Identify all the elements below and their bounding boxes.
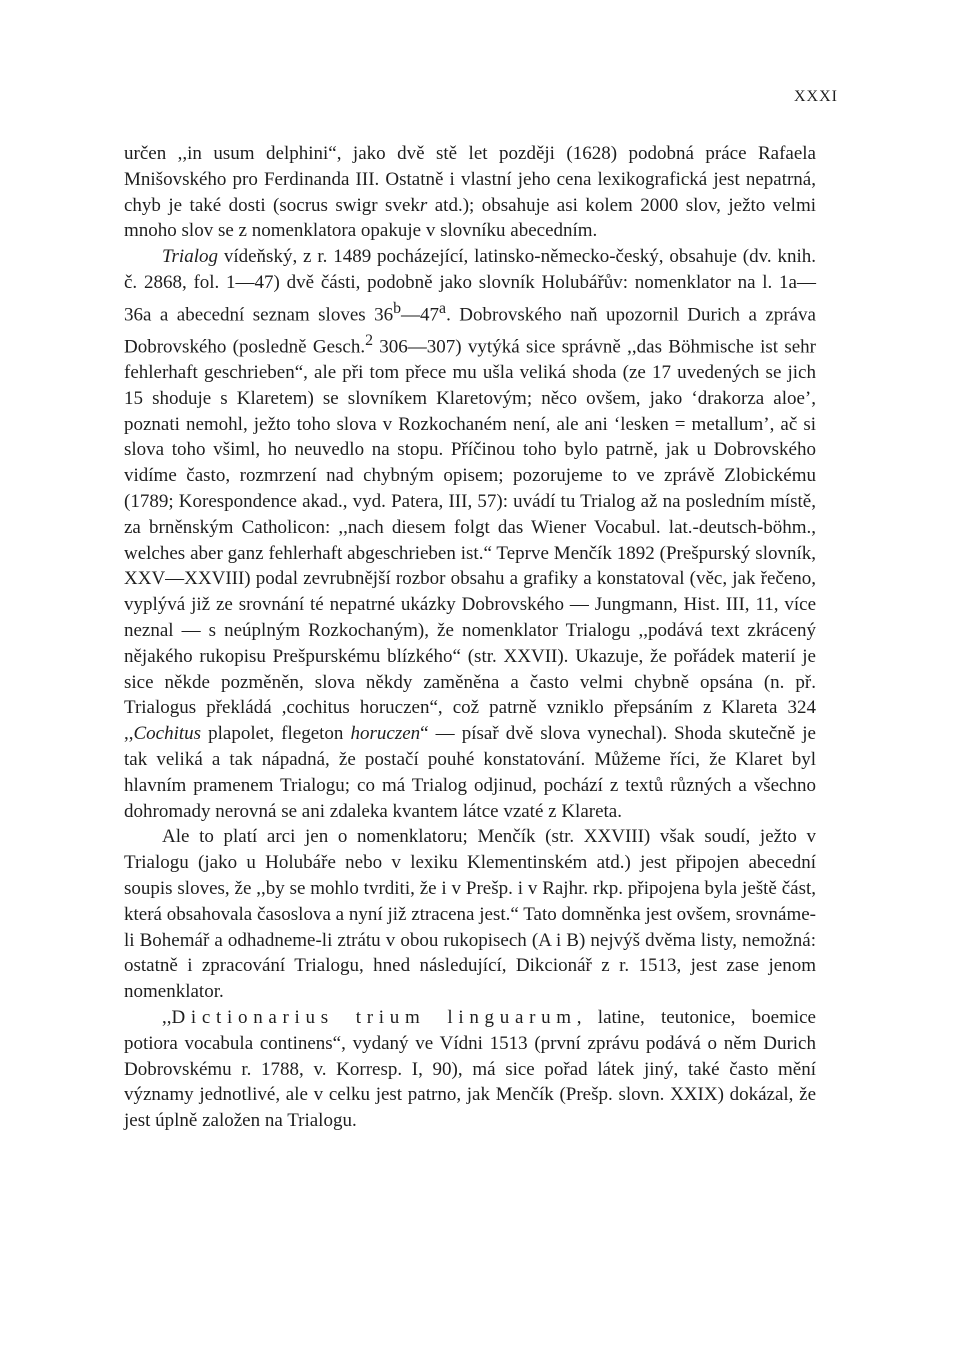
paragraph (124, 244, 816, 824)
text-segment: “ — písař dvě slova vynechal). Shoda skutečně je tak veliká a tak nápadná, že postačí pouhé konstatování. Můžeme říci, že Klaret byl hlavním pramenem Trialogu; co má Trialog odjinud, pochází z textů různých a všechno dohromady nerovná se ani zdaleka kvantem látce vzaté z Klareta. (124, 723, 816, 822)
paragraph (124, 141, 816, 244)
paragraph (124, 1005, 816, 1134)
text-segment: . Dobrovského naň upozornil Durich a zpráva Dobrovského (posledně Gesch. (124, 304, 816, 358)
text-segment: 2 (365, 331, 373, 349)
text-segment: Ale to platí arci jen o nomenklatoru; Menčík (str. XXVIII) však soudí, ježto v Trialogu (jako u Holubáře nebo v lexiku Klementinském atd.) jest připojen abecední soupis sloves, že ,,by se mohlo tvrditi, že i v Prešp. i v Rajhr. rkp. připojena byla ještě část, která obsahovala časoslova a nyní již ztracena jest.“ Tato domněnka jest ovšem, srovnáme-li Bohemář a odhadneme-li ztrátu v obou rukopisech (A i B) nejvýš dvěma listy, nemožná: ostatně i zpracování Trialogu, hned následující, Dikcionář z r. 1513, jest zase jenom nomenklator. (124, 826, 816, 1003)
text-segment: Cochitus (133, 723, 202, 745)
text-segment: ,, (162, 1006, 172, 1028)
body-text (124, 141, 816, 1134)
text-segment: atd.); obsahuje asi kolem 2000 slov, ježto velmi mnoho slov se z nomenklatora opakuje v slovníku abecedním. (124, 194, 816, 242)
page-number: XXXI (794, 88, 838, 105)
text-segment: 306—307) vytýká sice správně ,,das Böhmische ist sehr fehlerhaft geschrieben“, ale při tom přece mu ušla veliká shoda (ze 17 uvedených se jich 15 shoduje s Klaretem) se slovníkem Klaretovým; něco ovšem, jako ‘drakorza aloe’, poznati nemohl, ježto toho slova v Rozkochaném není, ale ani ‘lesken = metallum’, ač si slova toho všiml, ho neuvedlo na stopu. Příčinou toho bylo patrně, jak u Dobrovského vidíme často, rozmrzení nad chybným opisem; pozorujeme to ve zprávě Zlobickému (1789; Korespondence akad., vyd. Patera, III, 57): uvádí tu Trialog až na posledním místě, za brněnským Catholicon: ,,nach diesem folgt das Wiener Vocabul. lat.-deutsch-böhm., welches aber ganz fehlerhaft abgeschrieben ist.“ Teprve Menčík 1892 (Prešpurský slovník, XXV—XXVIII) podal zevrubnější rozbor obsahu a grafiky a konstatoval (věc, jak řečeno, vyplývá již ze srovnání té nepatrné ukázky Dobrovského — Jungmann, Hist. III, 11, více neznal — s neúplným Rozkochaným), že nomenklator Trialogu ,,podává text zkrácený nějakého rukopisu Prešpurskému blízkého“ (str. XXVII). Ukazuje, že pořádek materií je sice někde pozměněn, slova někdy zaměněna a často velmi chybně opsána (n. př. Trialogus překládá ,cochitus horuczen“, což patrně vzniklo přepsáním z Klareta 324 ,, (124, 336, 816, 745)
text-segment: a (439, 299, 447, 317)
text-segment: určen ,,in usum delphini“, jako dvě stě let později (1628) podobná práce Rafaela Mnišovského pro Ferdinanda III. Ostatně i vlastní jeho cena lexikografická jest nepatrná, chyb je také dosti (socrus swigr svek (124, 143, 816, 216)
text-segment: vídeňský, z r. 1489 pocházející, latinsko-německo-český, obsahuje (dv. knih. č. 2868, fol. 1—47) dvě části, podobně jako slovník Holubářův: nomenklator na l. 1a—36a a abecední seznam sloves 36 (124, 246, 816, 326)
paragraph (124, 824, 816, 1005)
text-segment: , latine, teutonice, boemice potiora vocabula continens“, vydaný ve Vídni 1513 (první zprávu podává o něm Durich Dobrovskému r. 1788, v. Korresp. I, 90), má sice pořad látek jiný, také často mění významy jednotlivé, ale v celku jest patrno, jak Menčík (Prešp. slovn. XXIX) dokázal, že jest úplně založen na Trialogu. (124, 1006, 816, 1132)
text-segment: Dictionarius trium linguarum (171, 1006, 577, 1028)
text-segment: b (393, 299, 402, 317)
text-segment: Trialog (162, 246, 218, 268)
text-segment: plapolet, flegeton (201, 723, 351, 745)
text-segment: —47 (401, 304, 440, 326)
text-segment: r (419, 194, 428, 216)
text-segment: horuczen (350, 723, 421, 745)
